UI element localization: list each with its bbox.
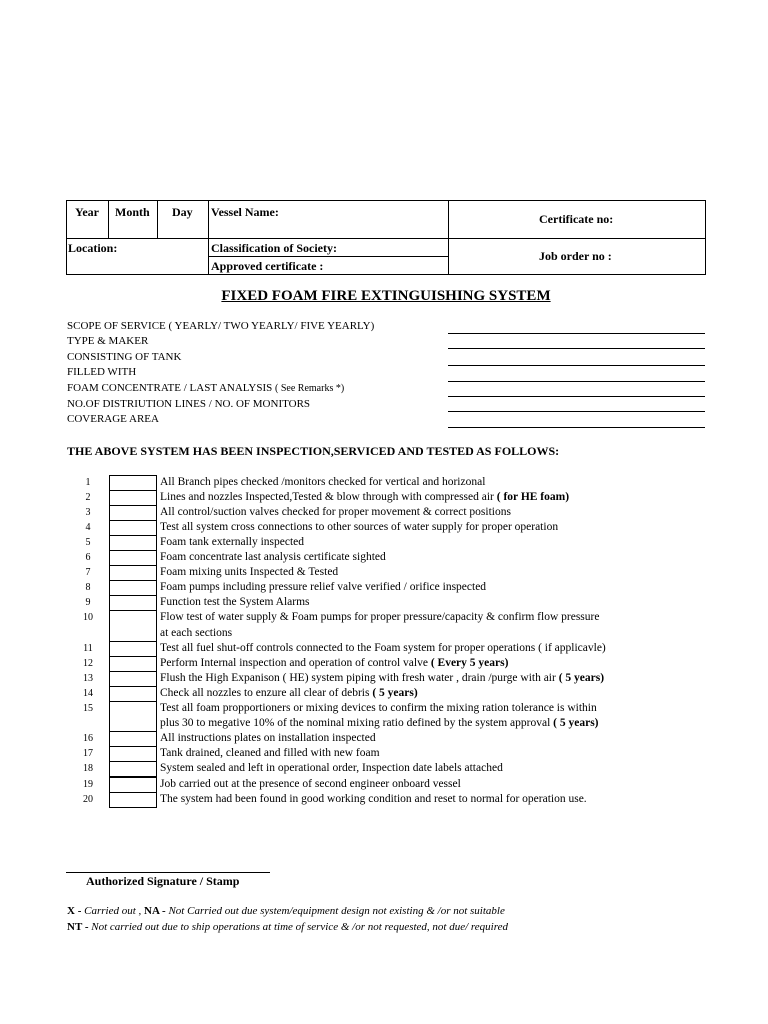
checklist-checkbox[interactable] (109, 520, 157, 536)
header-border-top (66, 200, 706, 201)
checklist-item-text (160, 716, 599, 731)
checklist-item-text (160, 626, 232, 641)
checklist-item-interval: ( 5 years) (372, 686, 418, 699)
checklist-item-text (160, 686, 418, 701)
section-heading: THE ABOVE SYSTEM HAS BEEN INSPECTION,SERVICED AND TESTED AS FOLLOWS: (67, 444, 560, 458)
checklist-item-interval: ( 5 years) (558, 671, 605, 684)
checklist-item-description: Test all fuel shut-off controls connected to the Foam system for proper operations ( if applicavle) (160, 641, 606, 654)
checklist-item-number: 15 (83, 703, 93, 714)
legend-code-nt: NT - (67, 921, 89, 933)
checklist-item-number: 5 (85, 536, 91, 548)
checklist-item-description: Foam tank externally inspected (160, 535, 305, 548)
field-line-tank[interactable] (448, 365, 705, 366)
certificate-no-label: Certificate no: (539, 212, 614, 226)
day-label: Day (172, 205, 193, 219)
checklist-item-description: Perform Internal inspection and operation of control valve (160, 656, 431, 669)
job-order-label: Job order no : (539, 249, 612, 263)
checklist-item-interval: ( Every 5 years) (430, 656, 509, 669)
field-label-foam-concentrate-text: FOAM CONCENTRATE / LAST ANALYSIS (67, 382, 273, 394)
checklist-item-description: Check all nozzles to enzure all clear of debris (160, 686, 373, 699)
legend-text-na: Not Carried out due system/equipment design not existing & /or not suitable (165, 905, 505, 917)
checklist-item-number: 7 (85, 567, 91, 579)
checklist-checkbox[interactable] (109, 490, 157, 506)
checklist-checkbox[interactable] (109, 792, 157, 808)
header-divider-classification (208, 256, 449, 257)
checklist-item-number: 9 (85, 597, 91, 609)
checklist-item-description: Test all system cross connections to other sources of water supply for proper operation (160, 520, 559, 533)
checklist-item-number: 17 (83, 748, 93, 760)
checklist-item-description: Test all foam propportioners or mixing devices to confirm the mixing ration tolerance is within (160, 702, 597, 714)
checklist-checkbox[interactable] (109, 505, 157, 521)
checklist-item-number: 3 (85, 506, 91, 518)
checklist-item-text (160, 656, 508, 671)
checklist-checkbox[interactable] (109, 610, 157, 641)
checklist-checkbox[interactable] (109, 535, 157, 551)
checklist-checkbox[interactable] (109, 475, 157, 491)
checklist-item-number: 2 (85, 491, 91, 503)
checklist-checkbox[interactable] (109, 565, 157, 581)
header-border-bottom (66, 274, 706, 275)
checklist-item-text (160, 792, 587, 807)
field-line-type-maker[interactable] (448, 348, 705, 349)
checklist-item-text (160, 777, 461, 792)
checklist-item-description: All Branch pipes checked /monitors checked for vertical and horizonal (160, 475, 486, 488)
vessel-name-label: Vessel Name: (211, 205, 279, 219)
field-line-distribution-lines[interactable] (448, 411, 705, 412)
checklist-item-number: 1 (85, 476, 91, 488)
checklist-item-number: 12 (83, 657, 93, 669)
field-label-foam-concentrate (67, 382, 344, 394)
checklist-item-text (160, 746, 380, 761)
field-note-remarks: ( See Remarks *) (275, 383, 345, 394)
checklist-item-description: Tank drained, cleaned and filled with new foam (160, 747, 380, 760)
checklist-checkbox[interactable] (109, 580, 157, 596)
legend-code-x: X - (67, 905, 82, 917)
checklist-item-number: 14 (83, 687, 93, 699)
page-title: FIXED FOAM FIRE EXTINGUISHING SYSTEM (221, 288, 551, 304)
checklist-item-text (160, 535, 304, 550)
approved-certificate-label: Approved certificate : (211, 259, 324, 273)
checklist-item-text (160, 550, 386, 565)
checklist-item-description: plus 30 to megative 10% of the nominal mixing ratio defined by the system approval (160, 717, 554, 730)
checklist-checkbox[interactable] (109, 701, 157, 732)
header-divider-vessel (448, 200, 449, 275)
legend-line-1 (67, 905, 505, 917)
checklist-item-text (160, 761, 503, 776)
legend-code-na: NA - (144, 905, 166, 917)
year-label: Year (75, 205, 99, 219)
checklist-item-text (160, 641, 606, 656)
header-row-divider (66, 238, 706, 239)
legend-line-2 (67, 921, 508, 933)
checklist-item-number: 18 (83, 763, 93, 775)
checklist-checkbox[interactable] (109, 731, 157, 747)
checklist-item-interval: ( for HE foam) (496, 490, 570, 503)
checklist-checkbox[interactable] (109, 641, 157, 657)
field-label-distribution-lines: NO.OF DISTRIUTION LINES / NO. OF MONITORS (67, 398, 311, 410)
checklist-item-number: 8 (85, 582, 91, 594)
header-divider-month (157, 200, 158, 238)
header-divider-year (108, 200, 109, 238)
checklist-item-text (160, 505, 511, 520)
checklist-checkbox[interactable] (109, 656, 157, 672)
checklist-item-interval: ( 5 years) (553, 717, 599, 730)
signature-label: Authorized Signature / Stamp (86, 874, 240, 888)
legend-text-x: Carried out , (81, 905, 145, 917)
checklist-item-description: All instructions plates on installation inspected (160, 732, 376, 745)
location-label: Location: (68, 241, 118, 255)
field-line-filled-with[interactable] (448, 381, 705, 382)
checklist-item-text (160, 610, 599, 625)
checklist-item-description: System sealed and left in operational order, Inspection date labels attached (160, 762, 503, 775)
header-divider-day (208, 200, 209, 275)
checklist-item-number: 19 (83, 778, 93, 790)
field-label-coverage-area: COVERAGE AREA (67, 413, 159, 425)
checklist-item-description: All control/suction valves checked for proper movement & correct positions (160, 505, 511, 518)
checklist-checkbox[interactable] (109, 595, 157, 611)
checklist-item-text (160, 565, 338, 580)
checklist-item-text (160, 595, 310, 610)
checklist-item-description: Lines and nozzles Inspected,Tested & blow through with compressed air (160, 490, 497, 503)
checklist-item-number: 13 (83, 672, 93, 684)
checklist-item-description: Flow test of water supply & Foam pumps for proper pressure/capacity & confirm flow pressure (160, 611, 600, 624)
checklist-item-number: 6 (85, 552, 91, 563)
checklist-item-number: 10 (83, 612, 93, 624)
checklist-item-description: Foam pumps including pressure relief valve verified / orifice inspected (160, 581, 487, 594)
checklist-checkbox[interactable] (109, 777, 157, 793)
legend-text-nt: Not carried out due to ship operations at time of service & /or not requested, not due/ required (88, 921, 508, 933)
field-label-tank: CONSISTING OF TANK (67, 351, 182, 363)
checklist-checkbox[interactable] (109, 761, 157, 777)
checklist-item-text (160, 475, 485, 490)
checklist-item-number: 20 (83, 793, 93, 805)
checklist-item-text (160, 671, 604, 686)
checklist-item-number: 16 (83, 733, 93, 745)
signature-line[interactable] (66, 872, 270, 873)
checklist-item-text (160, 490, 569, 505)
field-label-filled-with: FILLED WITH (67, 366, 137, 378)
checklist-checkbox[interactable] (109, 671, 157, 687)
field-label-scope: SCOPE OF SERVICE ( YEARLY/ TWO YEARLY/ FIVE YEARLY) (67, 320, 375, 332)
checklist-item-description: at each sections (160, 626, 233, 639)
field-line-foam-concentrate[interactable] (448, 396, 705, 397)
checklist-item-description: The system had been found in good working condition and reset to normal for operation use. (160, 792, 587, 805)
checklist-item-number: 4 (85, 521, 91, 533)
field-line-coverage-area[interactable] (448, 427, 705, 428)
field-label-type-maker: TYPE & MAKER (67, 335, 149, 347)
checklist-item-description: Job carried out at the presence of second engineer onboard vessel (160, 777, 461, 790)
checklist-item-description: Foam concentrate last analysis certificate sighted (160, 551, 386, 563)
checklist-item-description: Flush the High Expanison ( HE) system piping with fresh water , drain /purge with air (160, 671, 559, 684)
checklist-checkbox[interactable] (109, 746, 157, 762)
checklist-item-text (160, 580, 486, 595)
checklist-item-text (160, 731, 376, 746)
month-label: Month (115, 205, 150, 219)
checklist-item-description: Function test the System Alarms (160, 596, 310, 609)
field-line-scope[interactable] (448, 333, 705, 334)
checklist-checkbox[interactable] (109, 550, 157, 566)
checklist-item-text (160, 520, 558, 535)
checklist-item-number: 11 (83, 642, 93, 654)
classification-label: Classification of Society: (211, 241, 337, 255)
checklist-item-description: Foam mixing units Inspected & Tested (160, 566, 339, 579)
checklist-checkbox[interactable] (109, 686, 157, 702)
checklist-item-text (160, 701, 597, 716)
